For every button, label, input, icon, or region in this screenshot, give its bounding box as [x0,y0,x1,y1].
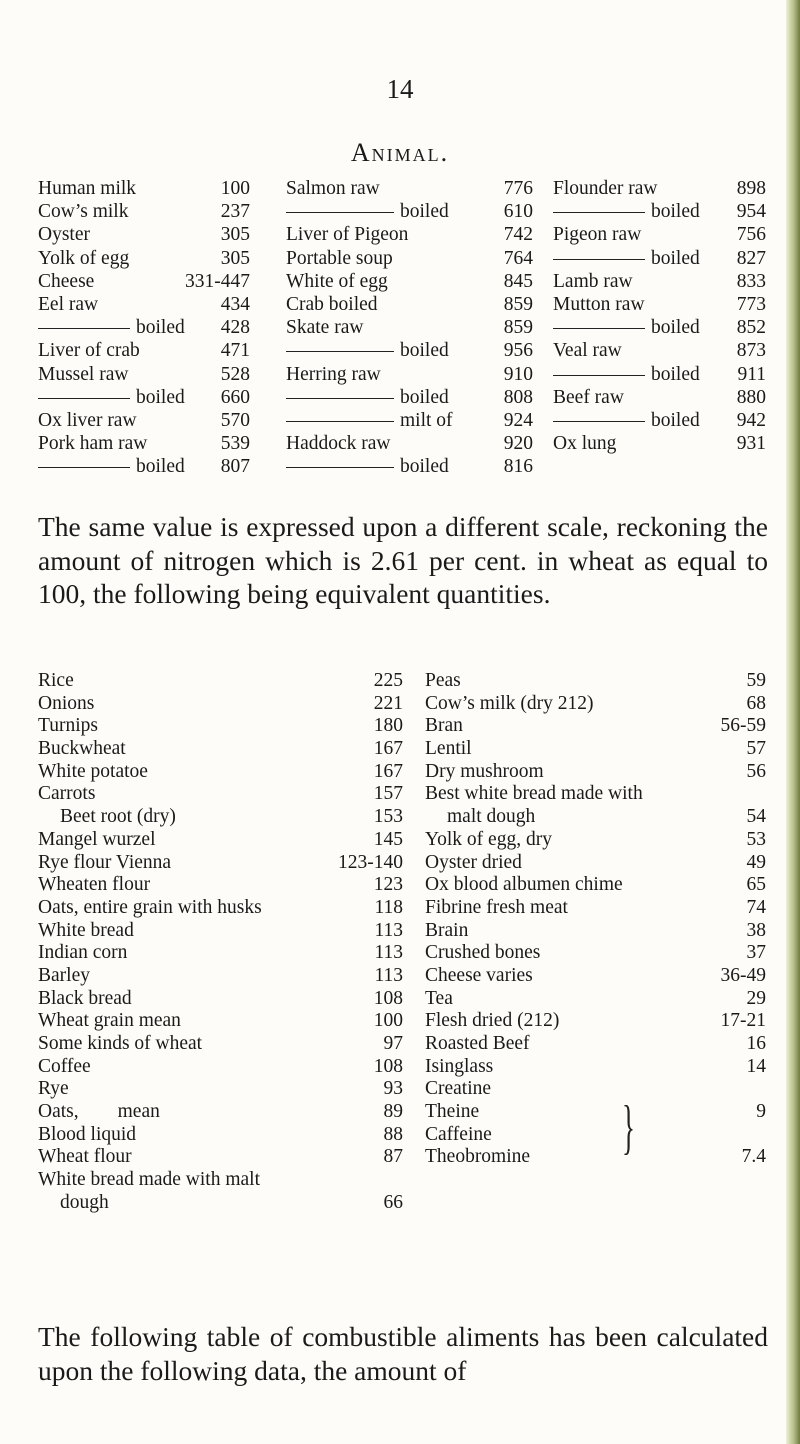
food-name: Wheaten flour [38,874,151,896]
food-name: Beet root (dry) [60,806,176,828]
food-name: Cow’s milk (dry 212) [425,692,594,714]
ditto-dash [38,398,130,399]
food-name: Mussel raw [38,363,129,385]
food-name: Rye [38,1078,69,1100]
table-row: Beet root (dry) 153 malt dough 54 [60,806,766,828]
food-name: Beef raw [553,386,624,408]
food-name: boiled [38,316,185,339]
food-name: Human milk [38,178,137,199]
food-name: boiled [553,200,700,223]
food-name: Rice [38,670,74,691]
ditto-dash [38,328,130,329]
table-row: Cow’s milk 237 boiled 610 boiled 954 [38,201,766,223]
food-name: malt dough [447,806,536,828]
food-name: boiled [286,200,449,223]
food-name: Fibrine fresh meat [425,896,568,918]
table-row: Rye flour Vienna 123-140 Oyster dried 49 [38,851,766,873]
food-name: Oyster dried [425,851,522,873]
food-name: Lentil [425,738,472,760]
food-name: Skate raw [286,317,364,339]
food-name: boiled [286,339,449,362]
food-name: White of egg [286,270,388,292]
food-name: Indian corn [38,942,128,964]
food-name: Peas [425,670,461,691]
food-name: boiled [553,247,700,270]
table-row: Eel raw 434 Crab boiled 859 Mutton raw 773 [38,293,766,315]
table-row: White potatoe 167 Dry mushroom 56 [38,760,766,782]
food-name: Lamb raw [553,270,633,292]
table-row: Blood liquid 88 Caffeine [38,1123,492,1145]
table-row: boiled 660 boiled 808 Beef raw 880 [38,386,768,409]
food-name: Mangel wurzel [38,828,156,850]
page-edge [786,0,800,1444]
table-row: Oats, entire grain with husks 118 Fibrine fresh meat 74 [38,896,766,918]
food-name: Theine [425,1101,480,1123]
table-row: Indian corn 113 Crushed bones 37 [38,942,766,964]
animal-nitrogen-table [38,177,768,478]
ditto-dash [553,421,645,422]
food-name: Herring raw [286,363,381,385]
table-row: Wheat grain mean 100 Flesh dried (212) 17-21 [38,1010,766,1032]
food-name: Onions [38,692,95,714]
food-name: Oats, entire grain with husks [38,896,262,918]
table-row: Ox liver raw 570 milt of 924 boiled 942 [38,409,766,431]
brace-symbol: } [622,1094,635,1160]
table-row: Mussel raw 528 Herring raw 910 boiled 911 [38,363,766,385]
food-name: Turnips [38,715,98,737]
food-name: Brain [425,919,469,941]
food-name: Dry mushroom [425,760,544,782]
ditto-dash [38,467,130,468]
food-name: Tea [425,987,453,1009]
table-row: Turnips 180 Bran 56-59 [38,715,766,737]
food-name: Blood liquid [38,1123,137,1145]
table-row: Rice 225 Peas 59 [38,670,766,691]
table-row: boiled 428 Skate raw 859 boiled 852 [38,316,768,339]
ditto-dash [286,467,394,468]
table-row: Rye 93 Creatine [38,1078,492,1100]
food-name: Oats, mean [38,1101,160,1123]
table-row: White bread 113 Brain 38 [38,919,766,941]
section-title: Animal. [350,138,450,167]
ditto-dash [286,212,394,213]
food-name: boiled [38,386,185,409]
table-row: Wheaten flour 123 Ox blood albumen chime 65 [38,874,766,896]
food-name: Caffeine [425,1123,492,1145]
equivalent-quantities-table [38,669,768,1214]
food-name: Ox blood albumen chime [425,874,623,896]
food-name: Cheese [38,270,95,292]
ditto-dash [286,398,394,399]
table-row: Oyster 305 Liver of Pigeon 742 Pigeon raw 756 [38,224,766,246]
food-name: Cheese varies [425,964,533,986]
food-name: boiled [38,455,185,478]
table-row: Liver of crab 471 boiled 956 Veal raw 873 [38,340,766,362]
table-row: Human milk 100 Salmon raw 776 Flounder raw 898 [38,178,766,199]
page-number: 14 [386,74,414,104]
paragraph-scale-explanation: The same value is expressed upon a different scale, reckoning the amount of nitrogen which is 2.61 per cent. in wheat as equal to 100, the following being equivalent quantities. [38,511,768,609]
food-name: White potatoe [38,760,148,782]
food-name: Mutton raw [553,293,645,315]
ditto-dash [553,259,645,260]
table-row: Mangel wurzel 145 Yolk of egg, dry 53 [38,828,766,850]
ditto-dash [553,328,645,329]
food-name: Theobromine [425,1146,531,1168]
table-row: Buckwheat 167 Lentil 57 [38,738,766,760]
food-name: Haddock raw [286,433,391,455]
table-row: Wheat flour 87 Theobromine 7.4 [38,1146,766,1168]
food-name: White bread [38,919,134,941]
ditto-dash [286,421,394,422]
food-name: Cow’s milk [38,201,129,223]
food-name: Wheat flour [38,1146,132,1168]
table-row: Carrots 157 Best white bread made with [38,783,643,805]
table-row: Onions 221 Cow’s milk (dry 212) 68 [38,692,766,714]
ditto-dash [553,375,645,376]
food-name: White bread made with malt [38,1169,261,1191]
food-name: Liver of crab [38,340,140,362]
ditto-dash [286,351,394,352]
food-name: Wheat grain mean [38,1010,181,1032]
food-name: Bran [425,715,463,737]
food-name: Pork ham raw [38,433,148,455]
food-name: Buckwheat [38,738,126,760]
food-name: boiled [553,316,700,339]
food-name: Ox lung [553,433,617,455]
table-row: Barley 113 Cheese varies 36-49 [38,964,766,986]
food-name: Coffee [38,1055,91,1077]
table-row: Coffee 108 Isinglass 14 [38,1055,766,1077]
food-name: boiled [286,455,449,478]
food-name: Pigeon raw [553,224,642,246]
food-name: Creatine [425,1078,492,1100]
food-name: Barley [38,964,90,986]
food-name: Flounder raw [553,178,658,199]
food-name: Roasted Beef [425,1033,530,1054]
food-name: Veal raw [553,340,622,362]
food-name: Best white bread made with [425,783,643,805]
food-name: milt of [286,409,453,432]
table-row [38,1168,768,1191]
food-name: Crushed bones [425,942,541,964]
food-name: Yolk of egg [38,247,130,269]
food-name: dough [60,1191,109,1213]
table-row: Yolk of egg 305 Portable soup 764 boiled 827 [38,247,766,269]
food-name: Some kinds of wheat [38,1033,203,1054]
food-name: Portable soup [286,247,393,269]
paragraph-combustible-aliments: The following table of combustible aliments has been calculated upon the following data, the amount of [38,1321,768,1386]
food-name: Isinglass [425,1055,494,1077]
food-name: Flesh dried (212) [425,1010,560,1032]
table-row: boiled 807 boiled 816 [38,455,768,478]
food-name: Salmon raw [286,178,380,199]
food-name: Oyster [38,224,90,246]
table-row: Pork ham raw 539 Haddock raw 920 Ox lung 931 [38,433,766,455]
food-name: Ox liver raw [38,409,137,431]
table-row: dough 66 [60,1191,403,1213]
food-name: Rye flour Vienna [38,851,172,873]
food-name: boiled [553,409,700,432]
food-name: boiled [553,363,700,386]
food-name: Carrots [38,783,96,805]
food-name: boiled [286,386,449,409]
table-row: Black bread 108 Tea 29 [38,987,766,1009]
food-name: Crab boiled [286,293,378,315]
table-row: Cheese 331-447 White of egg 845 Lamb raw 833 [38,270,766,292]
food-name: Black bread [38,987,132,1009]
ditto-dash [553,212,645,213]
food-name: Liver of Pigeon [286,224,409,246]
table-row: Oats, mean 89 Theine 9 [38,1101,766,1123]
table-row: Some kinds of wheat 97 Roasted Beef 16 [38,1033,766,1054]
food-name: Eel raw [38,293,99,315]
food-name: Yolk of egg, dry [425,828,552,850]
